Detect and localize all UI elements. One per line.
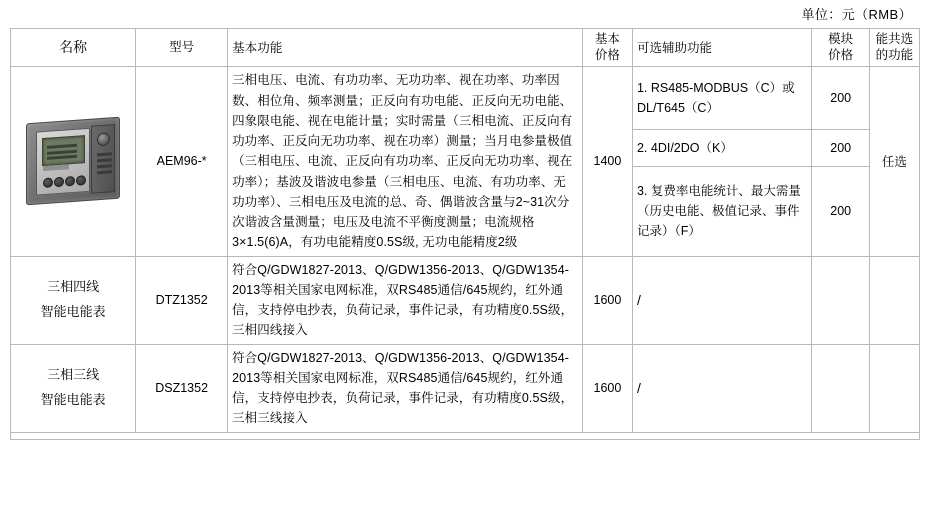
product-name-cell: [11, 256, 136, 344]
product-name-line1: 三相四线: [47, 279, 100, 295]
footer-rule: [11, 432, 920, 439]
shared-function-cell: [869, 344, 919, 432]
col-header-basic-price-line1: 基本: [594, 32, 620, 46]
table-body: [11, 67, 920, 432]
col-header-module-price-line2: 价格: [828, 47, 854, 62]
col-header-name: 名称: [11, 29, 136, 67]
table-row: [11, 67, 920, 130]
col-header-module-price-line1: 模块: [828, 32, 854, 46]
meter-brand-label: [43, 165, 69, 172]
shared-function-cell: 任选: [869, 67, 919, 256]
model-cell: AEM96-*: [136, 67, 228, 256]
col-header-basic-function: 基本功能: [228, 29, 583, 67]
basic-price-cell: 1600: [582, 344, 632, 432]
module-price-cell: 200: [812, 130, 869, 166]
meter-button-row: [42, 174, 84, 191]
module-price-cell: [812, 256, 869, 344]
product-name-cell: [11, 344, 136, 432]
product-name-line2: 智能电能表: [40, 304, 106, 319]
header-row: [11, 29, 920, 67]
aux-function-item: 1. RS485-MODBUS（C）或DL/T645（C）: [632, 67, 812, 130]
col-header-shared-function-line1: 能共选: [875, 32, 914, 46]
meter-lcd-display: [42, 136, 85, 167]
col-header-shared-function-line2: 的功能: [875, 47, 914, 62]
meter-button-1: [43, 178, 53, 189]
table-row: [11, 256, 920, 344]
module-price-cell: 200: [812, 166, 869, 256]
aux-function-cell: /: [632, 256, 812, 344]
basic-function-cell: 符合Q/GDW1827-2013、Q/GDW1356-2013、Q/GDW1354-2013等相关国家电网标准，双RS485通信/645规约，红外通信，支持停电抄表，负荷记录，事件记录，有功精度0.5S级，三相四线接入: [228, 256, 583, 344]
unit-note: 单位：元（RMB）: [801, 7, 912, 22]
product-name-line1: 三相三线: [47, 367, 100, 383]
meter-button-3: [65, 176, 75, 187]
col-header-basic-price-line2: 价格: [594, 47, 620, 62]
table-header: [11, 29, 920, 67]
module-price-cell: [812, 344, 869, 432]
aux-function-item: 3. 复费率电能统计、最大需量（历史电能、极值记录、事件记录）（F）: [632, 166, 812, 256]
col-header-aux-function: 可选辅助功能: [632, 29, 812, 67]
table-footer-rule: [11, 432, 920, 439]
module-price-cell: 200: [812, 67, 869, 130]
aux-function-cell: /: [632, 344, 812, 432]
panel-meter-photo: [26, 117, 120, 206]
footer-rule-row: [11, 432, 920, 439]
shared-function-cell: [869, 256, 919, 344]
lcd-segments: [47, 144, 77, 149]
col-header-module-price: [812, 29, 869, 67]
product-spec-table: [10, 28, 920, 440]
basic-price-cell: 1600: [582, 256, 632, 344]
basic-function-cell: 三相电压、电流、有功功率、无功功率、视在功率、功率因数、相位角、频率测量；正反向有功电能、正反向无功电能、四象限电能、视在电能计量；实时需量（三相电流、正反向有功功率、正反向无功功率、视在功率）测量；当月电参量极值（三相电压、电流、正反向有功功率、正反向无功功率、视在功率）；基波及谐波电参量（三相电压、电流、有功功率、无功功率）、三相电压及电流的总、奇、偶谐波含量与2~31次分次谐波含量测量；电压及电流不平衡度测量；电流规格3×1.5(6)A，有功电能精度0.5S级, 无功电能精度2级: [228, 67, 583, 256]
model-cell: DTZ1352: [136, 256, 228, 344]
product-name-line2: 智能电能表: [40, 392, 106, 407]
product-image-cell: [11, 67, 136, 256]
col-header-basic-price: [582, 29, 632, 67]
model-cell: DSZ1352: [136, 344, 228, 432]
table-row: [11, 344, 920, 432]
basic-function-cell: 符合Q/GDW1827-2013、Q/GDW1356-2013、Q/GDW1354-2013等相关国家电网标准，双RS485通信/645规约，红外通信，支持停电抄表，负荷记录，事件记录，有功精度0.5S级，三相三线接入: [228, 344, 583, 432]
meter-button-2: [54, 177, 64, 188]
meter-button-4: [76, 175, 86, 186]
basic-price-cell: 1400: [582, 67, 632, 256]
meter-front-panel: [36, 128, 90, 196]
col-header-model: 型号: [136, 29, 228, 67]
aux-function-item: 2. 4DI/2DO（K）: [632, 130, 812, 166]
col-header-shared-function: [869, 29, 919, 67]
